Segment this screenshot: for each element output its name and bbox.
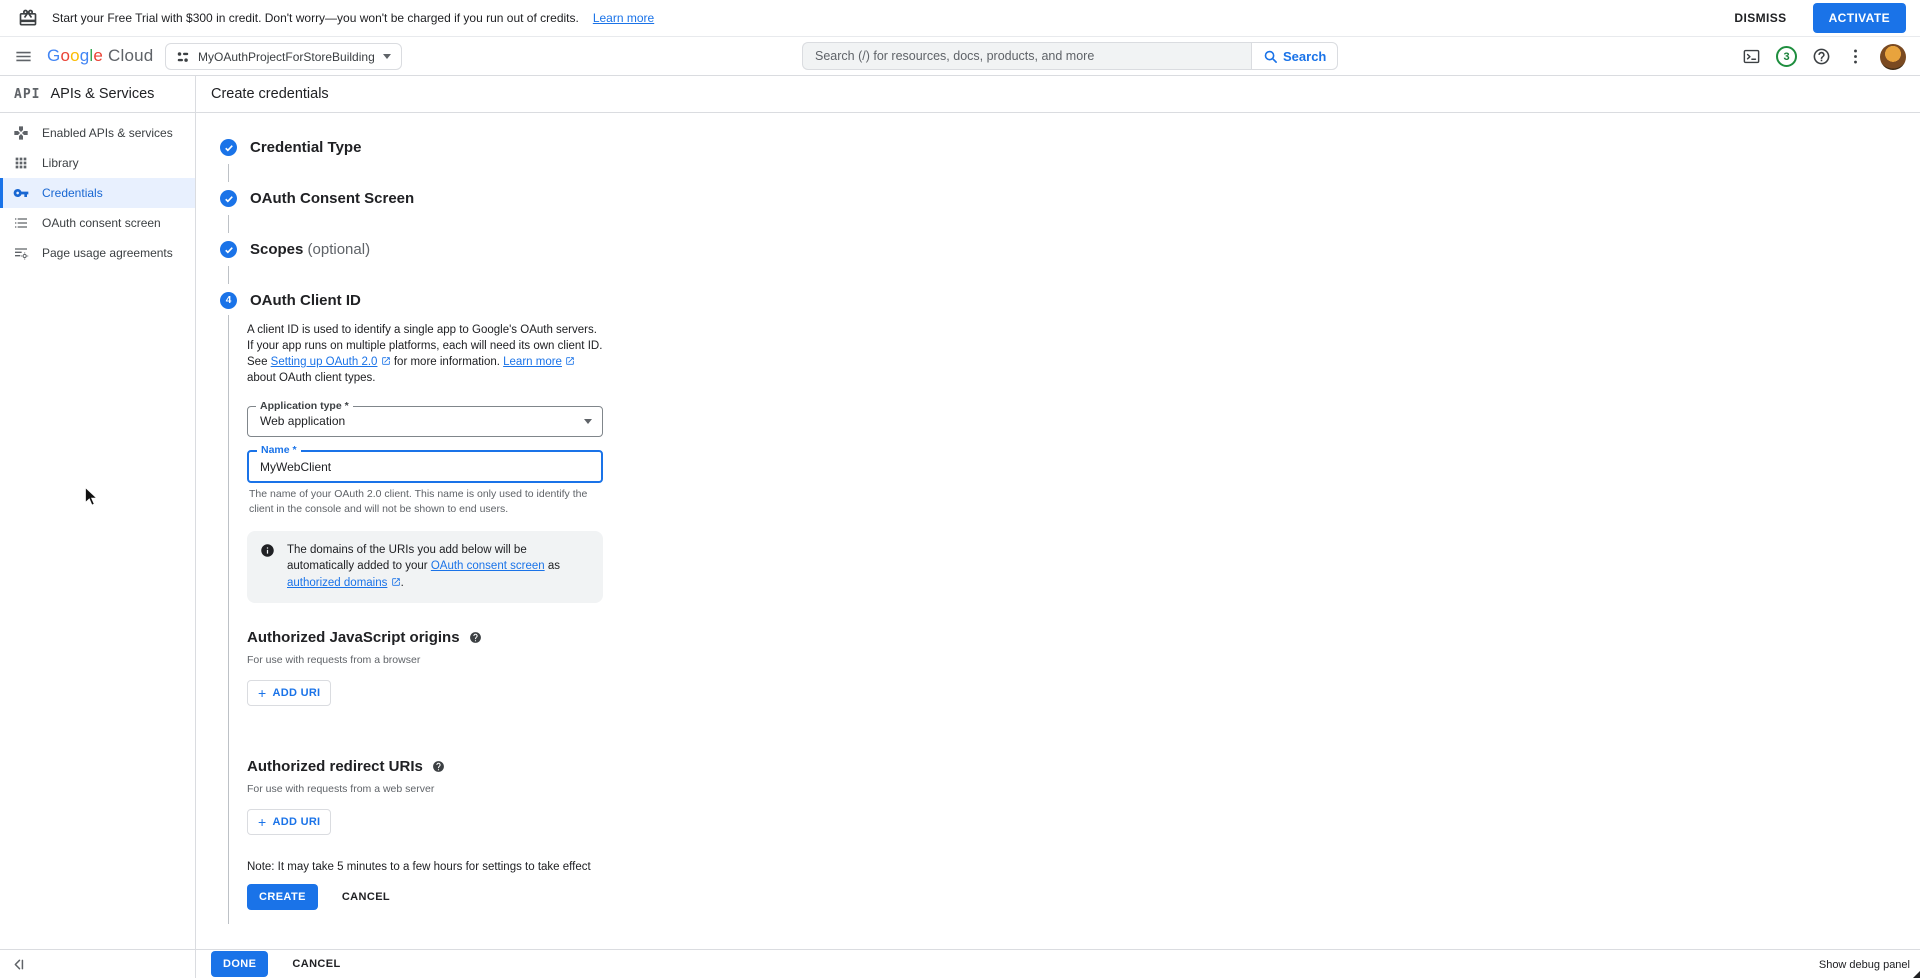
more-vert-icon[interactable] — [1846, 47, 1865, 66]
client-id-description: A client ID is used to identify a single app to Google's OAuth servers. If your app runs on multiple platforms, each will need its own client ID. See Setting up OAuth 2.0 for more information. Learn more about OAuth client types. — [247, 324, 603, 384]
chevron-down-icon — [383, 54, 391, 59]
step-complete-icon — [220, 190, 237, 207]
application-type-label: Application type * — [256, 400, 353, 412]
done-button[interactable]: DONE — [211, 951, 268, 977]
external-link-icon — [565, 356, 575, 366]
sidebar-item-oauth-consent[interactable] — [0, 208, 195, 238]
step-complete-icon — [220, 139, 237, 156]
search-input[interactable] — [802, 42, 1251, 70]
step-number-badge: 4 — [220, 292, 237, 309]
dismiss-button[interactable]: DISMISS — [1734, 11, 1787, 25]
sidebar-item-enabled-apis[interactable] — [0, 118, 195, 148]
google-cloud-logo: Google Cloud — [47, 46, 154, 65]
step-connector — [228, 266, 229, 284]
api-logo: API — [14, 86, 41, 102]
app-header — [0, 37, 1920, 76]
sidebar-item-label: Page usage agreements — [42, 246, 173, 260]
step-scopes: Scopes (optional) — [220, 241, 1920, 258]
step-credential-type: Credential Type — [220, 139, 1920, 156]
step-complete-icon — [220, 241, 237, 258]
help-tooltip-icon[interactable] — [469, 631, 482, 644]
plus-icon: + — [258, 684, 267, 701]
library-icon — [13, 155, 29, 171]
show-debug-panel[interactable]: Show debug panel — [1818, 959, 1910, 971]
main-content — [196, 113, 1920, 949]
info-icon — [260, 543, 275, 558]
oauth-client-id-form — [228, 315, 1920, 924]
application-type-select[interactable] — [247, 400, 603, 437]
project-name: MyOAuthProjectForStoreBuilding — [198, 49, 375, 64]
main-titlebar — [196, 76, 1920, 113]
free-trial-banner — [0, 0, 1920, 37]
cancel-button[interactable]: CANCEL — [341, 890, 391, 903]
footer-bar — [0, 949, 1920, 978]
client-name-label: Name * — [257, 444, 301, 456]
trial-days-badge[interactable]: 3 — [1776, 46, 1797, 67]
gift-icon — [18, 8, 38, 28]
sidebar-item-library[interactable] — [0, 148, 195, 178]
sidebar-item-label: Credentials — [42, 186, 103, 200]
key-icon — [13, 185, 29, 201]
page-usage-icon — [13, 245, 29, 261]
step-oauth-client-id: 4 OAuth Client ID — [220, 292, 1920, 309]
sidebar-item-credentials[interactable] — [0, 178, 195, 208]
consent-list-icon — [13, 215, 29, 231]
collapse-sidebar-icon[interactable] — [12, 957, 27, 972]
plus-icon: + — [258, 813, 267, 830]
banner-message: Start your Free Trial with $300 in credit. Don't worry—you won't be charged if you run out of credits. — [52, 11, 579, 25]
add-origin-uri-button[interactable]: + ADD URI — [247, 680, 331, 706]
settings-note: Note: It may take 5 minutes to a few hours for settings to take effect — [247, 860, 591, 873]
help-icon[interactable] — [1812, 47, 1831, 66]
sidebar-item-label: Library — [42, 156, 79, 170]
add-redirect-uri-button[interactable]: + ADD URI — [247, 809, 331, 835]
external-link-icon — [381, 356, 391, 366]
activate-button[interactable]: ACTIVATE — [1813, 3, 1906, 33]
infobox-text: The domains of the URIs you add below will be automatically added to your OAuth consent screen as authorized domains . — [287, 543, 560, 590]
page-title: Create credentials — [211, 86, 329, 102]
client-name-field — [247, 444, 603, 483]
enabled-apis-icon — [13, 125, 29, 141]
oauth-consent-screen-link[interactable]: OAuth consent screen — [430, 560, 545, 573]
footer-cancel-button[interactable]: CANCEL — [292, 958, 341, 970]
cloud-shell-icon[interactable] — [1742, 47, 1761, 66]
create-button[interactable]: CREATE — [247, 884, 318, 910]
domains-infobox — [247, 531, 603, 603]
external-link-icon — [391, 577, 401, 587]
sidebar — [0, 76, 196, 949]
project-selector[interactable] — [165, 43, 402, 70]
search-button[interactable]: Search — [1251, 42, 1338, 70]
origins-subtext: For use with requests from a browser — [247, 653, 421, 666]
setting-up-oauth-link[interactable]: Setting up OAuth 2.0 — [270, 355, 378, 368]
project-icon — [176, 50, 190, 64]
chevron-down-icon — [584, 419, 592, 424]
authorized-redirect-uris-heading: Authorized redirect URIs — [247, 758, 1920, 775]
step-connector — [228, 215, 229, 233]
sidebar-item-page-usage[interactable] — [0, 238, 195, 268]
sidebar-item-label: Enabled APIs & services — [42, 126, 173, 140]
sidebar-title: APIs & Services — [50, 86, 155, 102]
menu-icon[interactable] — [14, 47, 33, 66]
banner-learn-more-link[interactable]: Learn more — [592, 11, 655, 25]
client-name-helper: The name of your OAuth 2.0 client. This name is only used to identify the client in the console and will not be shown to end users. — [249, 488, 588, 516]
search-icon — [1263, 49, 1278, 64]
sidebar-item-label: OAuth consent screen — [42, 216, 161, 230]
application-type-value: Web application — [260, 414, 346, 429]
step-oauth-consent-screen: OAuth Consent Screen — [220, 190, 1920, 207]
authorized-js-origins-heading: Authorized JavaScript origins — [247, 629, 1920, 646]
authorized-domains-link[interactable]: authorized domains — [287, 577, 388, 590]
avatar[interactable] — [1880, 44, 1906, 70]
redirect-subtext: For use with requests from a web server — [247, 782, 435, 795]
client-name-input[interactable] — [249, 452, 601, 481]
learn-more-link[interactable]: Learn more — [503, 355, 562, 368]
step-connector — [228, 164, 229, 182]
corner-resize-mark — [1913, 971, 1920, 978]
help-tooltip-icon[interactable] — [432, 760, 445, 773]
